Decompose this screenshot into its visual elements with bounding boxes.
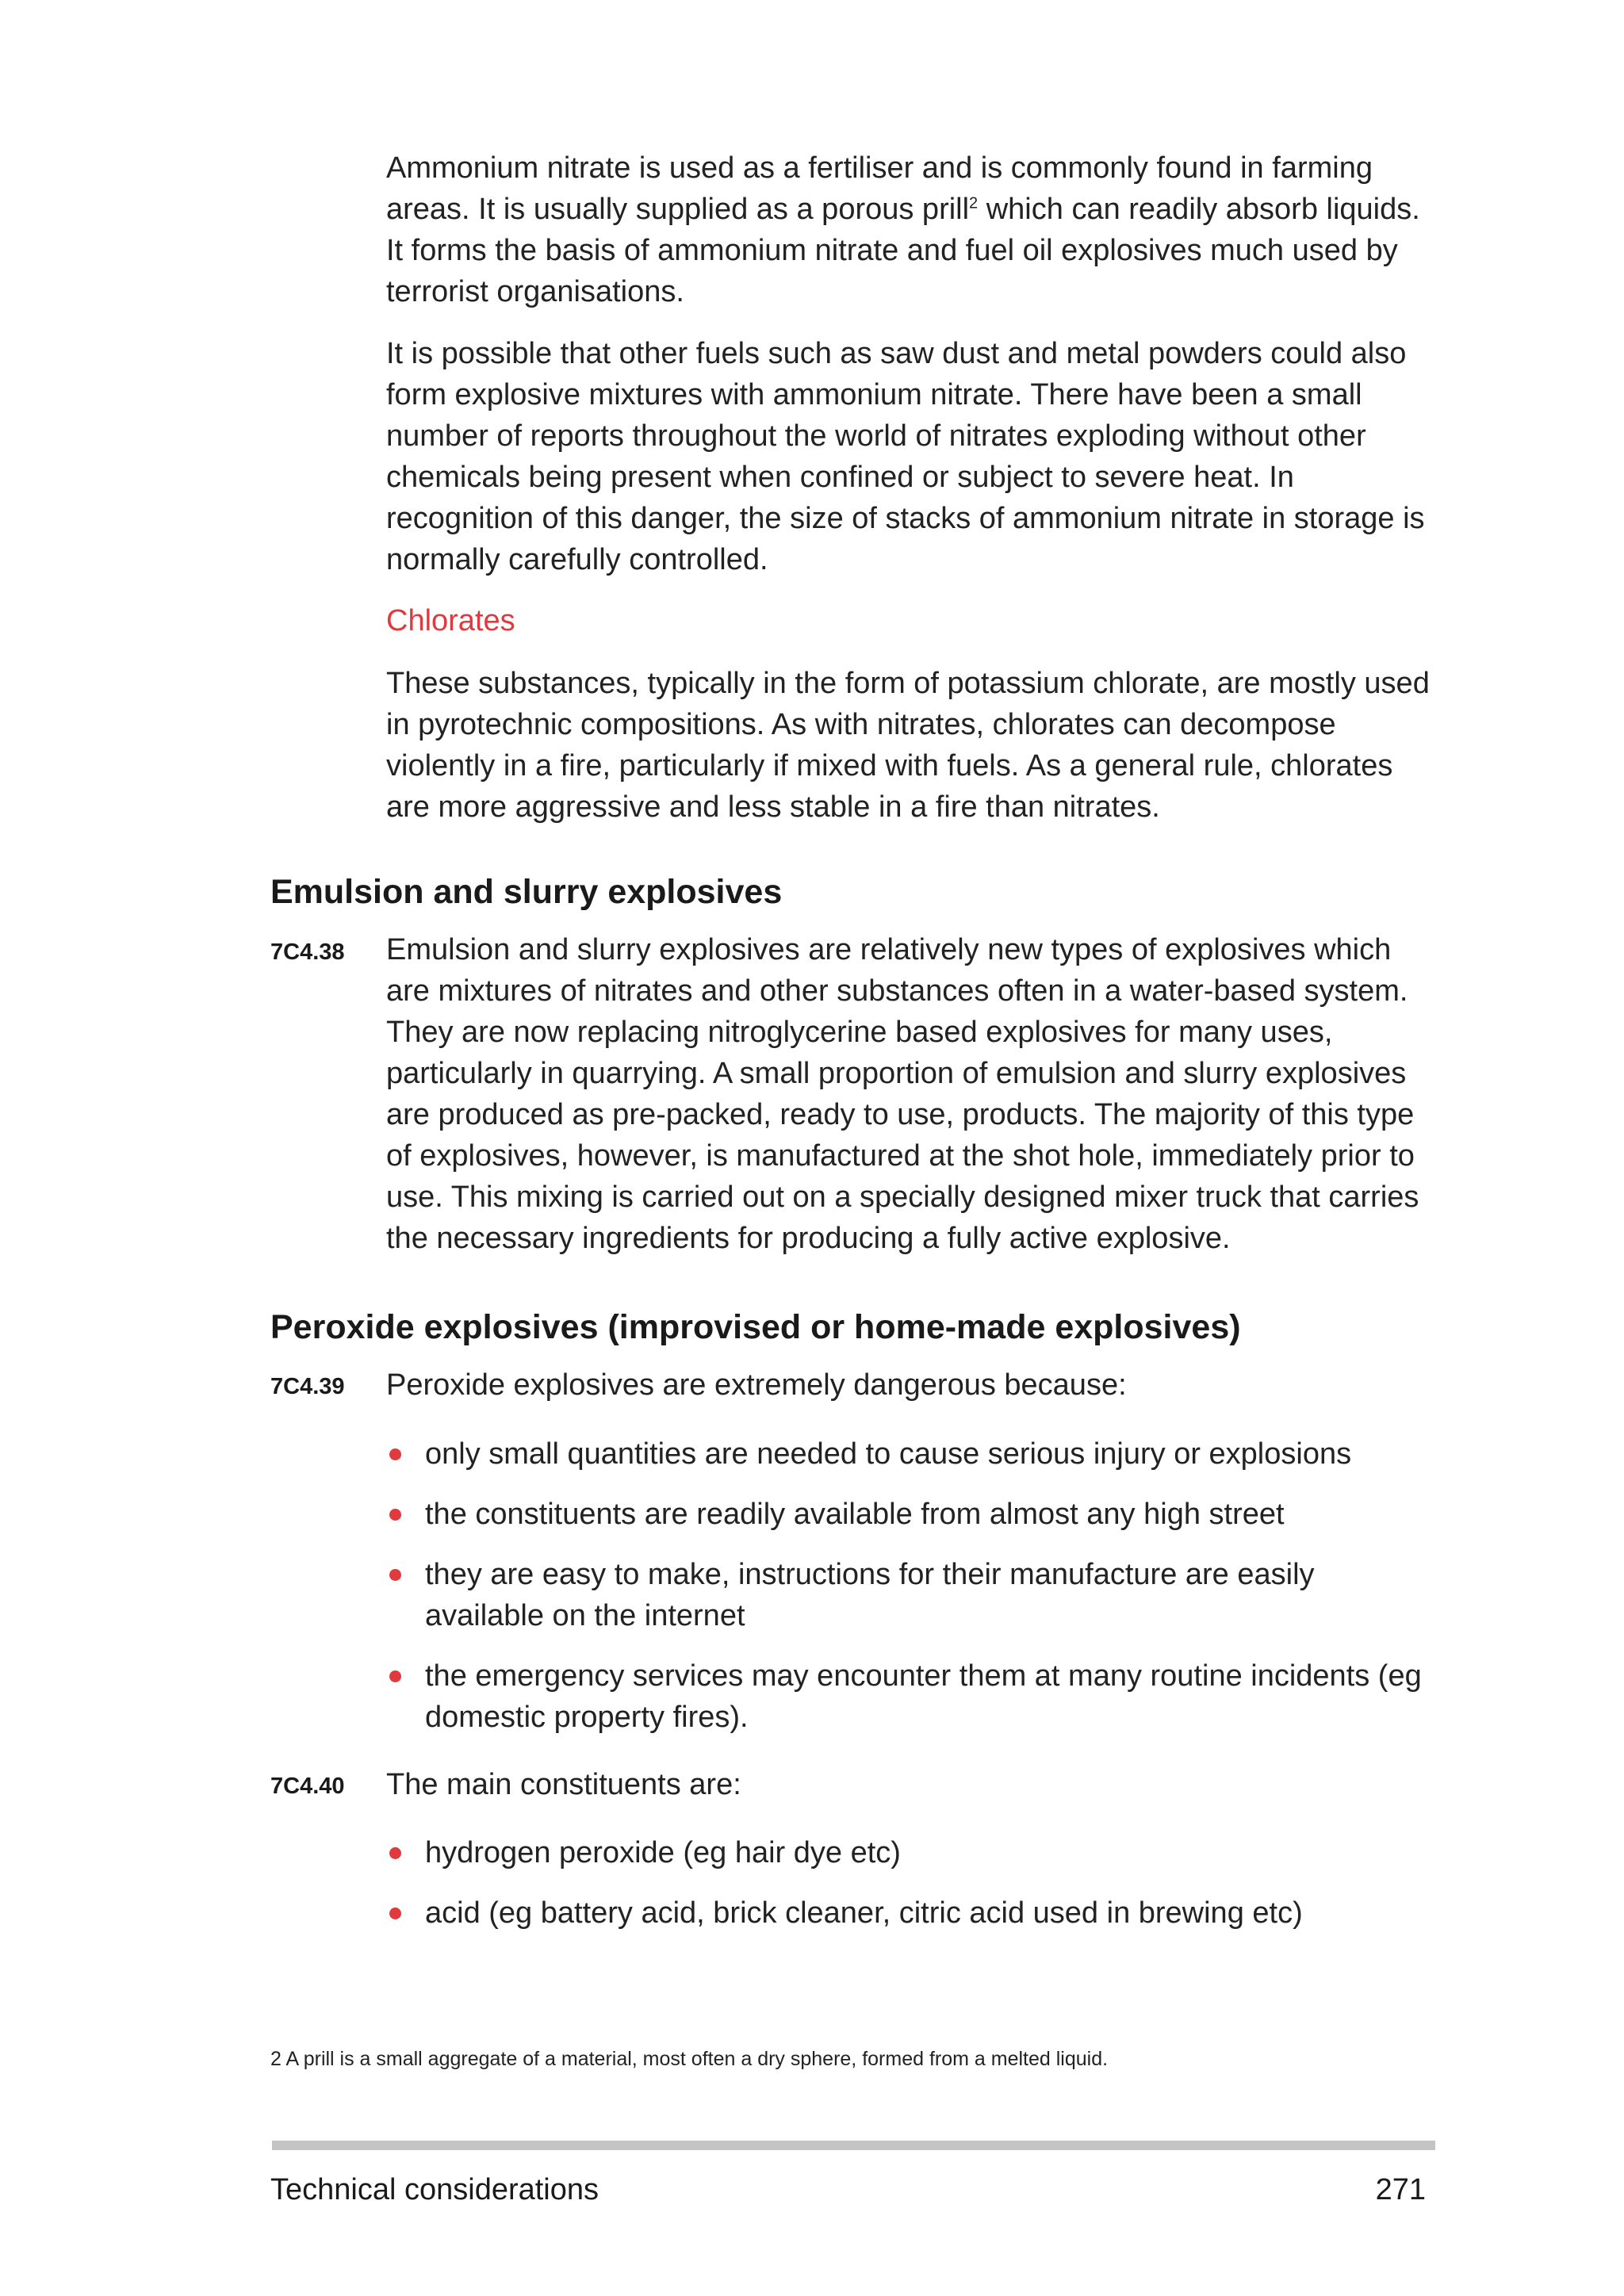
bullet-icon [389, 1908, 401, 1919]
list-item [386, 1433, 1437, 1475]
footnote: 2 A prill is a small aggregate of a material, most often a dry sphere, formed from a melted liquid. [270, 2048, 1109, 2070]
bullet-icon [389, 1847, 401, 1859]
list-item-text: the emergency services may encounter them at many routine incidents (eg domestic property fires). [425, 1659, 1422, 1734]
peroxide-paragraph-1 [386, 1364, 1437, 1406]
list-item [386, 1494, 1437, 1535]
emulsion-paragraph [386, 929, 1437, 1259]
bullet-icon [389, 1569, 401, 1581]
emulsion-text: Emulsion and slurry explosives are relatively new types of explosives which are mixtures of nitrates and other substances often in a water-based system. They are now replacing nitroglycerine based explosives for many uses, particularly in quarrying. A small proportion of emulsion and slurry explosives are produced as pre-packed, ready to use, products. The majority of this type of explosives, however, is manufactured at the shot hole, immediately prior to use. This mixing is carried out on a specially designed mixer truck that carries the necessary ingredients for producing a fully active explosive. [386, 933, 1419, 1255]
chlorates-heading: Chlorates [386, 604, 515, 637]
list-item-text: the constituents are readily available from almost any high street [425, 1498, 1285, 1531]
peroxide-para1-text: Peroxide explosives are extremely dangerous because: [386, 1368, 1127, 1402]
footer-section-title: Technical considerations [270, 2173, 599, 2206]
list-item-text: only small quantities are needed to cause serious injury or explosions [425, 1437, 1352, 1471]
intro-paragraph-1 [386, 147, 1437, 312]
list-item-text: they are easy to make, instructions for their manufacture are easily available on the internet [425, 1558, 1315, 1632]
chlorates-text: These substances, typically in the form of potassium chlorate, are mostly used in pyrotechnic compositions. As with nitrates, chlorates can decompose violently in a fire, particularly if mixed with fuels. As a general rule, chlorates are more aggressive and less stable in a fire than nitrates. [386, 667, 1430, 824]
intro-p2-text: It is possible that other fuels such as saw dust and metal powders could also form explosive mixtures with ammonium nitrate. There have been a small number of reports throughout the world of nitrates exploding without other chemicals being present when confined or subject to severe heat. In recognition of this danger, the size of stacks of ammonium nitrate in storage is normally carefully controlled. [386, 337, 1425, 576]
list-item-text: acid (eg battery acid, brick cleaner, citric acid used in brewing etc) [425, 1896, 1303, 1930]
emulsion-section-heading: Emulsion and slurry explosives [270, 873, 783, 911]
bullet-icon [389, 1448, 401, 1460]
footnote-reference: 2 [969, 194, 979, 212]
paragraph-number-7c4-38: 7C4.38 [270, 939, 345, 965]
list-item [386, 1554, 1437, 1636]
peroxide-para2-text: The main constituents are: [386, 1768, 741, 1801]
intro-paragraph-2 [386, 333, 1437, 580]
page-number: 271 [1375, 2173, 1426, 2206]
peroxide-paragraph-2 [386, 1764, 1437, 1805]
footer-divider [272, 2141, 1435, 2150]
paragraph-number-7c4-39: 7C4.39 [270, 1374, 345, 1399]
bullet-icon [389, 1670, 401, 1682]
list-item [386, 1832, 1437, 1873]
list-item-text: hydrogen peroxide (eg hair dye etc) [425, 1836, 901, 1869]
list-item [386, 1892, 1437, 1934]
intro-p1-text: Ammonium nitrate is used as a fertiliser and is commonly found in farming areas. It is usually supplied as a porous prill [386, 151, 1373, 226]
intro-p1-text-cont: which can readily absorb liquids. It forms the basis of ammonium nitrate and fuel oil explosives much used by terrorist organisations. [386, 193, 1420, 308]
bullet-icon [389, 1509, 401, 1521]
peroxide-section-heading: Peroxide explosives (improvised or home-made explosives) [270, 1308, 1241, 1346]
chlorates-paragraph [386, 663, 1437, 828]
paragraph-number-7c4-40: 7C4.40 [270, 1774, 345, 1799]
list-item [386, 1655, 1437, 1738]
